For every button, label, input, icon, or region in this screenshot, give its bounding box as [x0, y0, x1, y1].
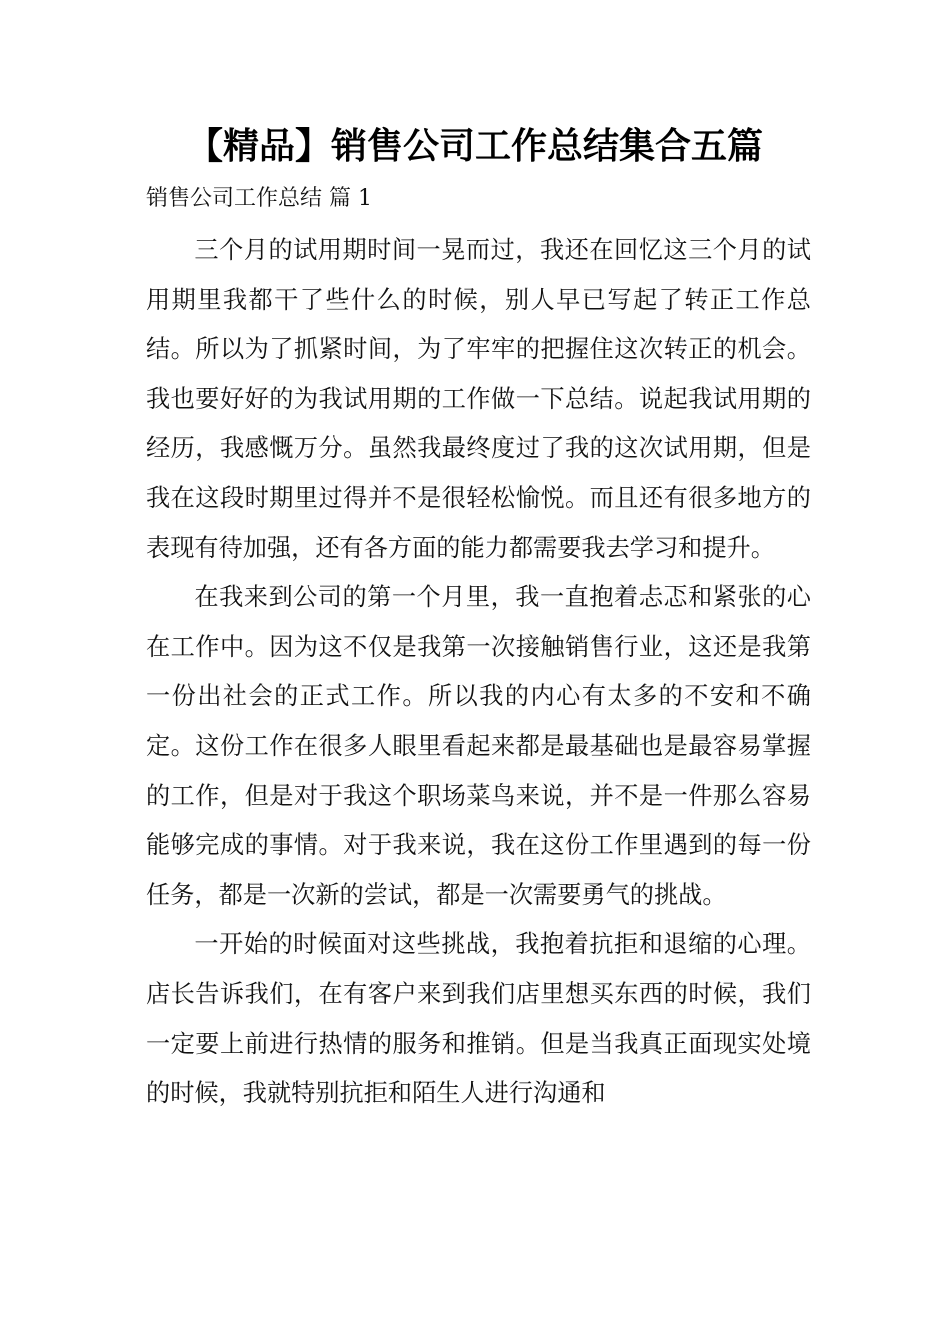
paragraph-3: 一开始的时候面对这些挑战，我抱着抗拒和退缩的心理。店长告诉我们，在有客户来到我们店里想买东西的时候，我们一定要上前进行热情的服务和推销。但是当我真正面现实处境的时候，我就特别抗拒和陌生人进行沟通和: [146, 930, 811, 1108]
section-heading: 销售公司工作总结 篇 1: [146, 186, 372, 211]
paragraph-2: 在我来到公司的第一个月里，我一直抱着忐忑和紧张的心在工作中。因为这不仅是我第一次接触销售行业，这还是我第一份出社会的正式工作。所以我的内心有太多的不安和不确定。这份工作在很多人眼里看起来都是最基础也是最容易掌握的工作，但是对于我这个职场菜鸟来说，并不是一件那么容易能够完成的事情。对于我来说，我在这份工作里遇到的每一份任务，都是一次新的尝试，都是一次需要勇气的挑战。: [146, 583, 811, 909]
document-body: [146, 226, 811, 1119]
paragraph-1: 三个月的试用期时间一晃而过，我还在回忆这三个月的试用期里我都干了些什么的时候，别人早已写起了转正工作总结。所以为了抓紧时间，为了牢牢的把握住这次转正的机会。我也要好好的为我试用期的工作做一下总结。说起我试用期的经历，我感慨万分。虽然我最终度过了我的这次试用期，但是我在这段时期里过得并不是很轻松愉悦。而且还有很多地方的表现有待加强，还有各方面的能力都需要我去学习和提升。: [146, 236, 811, 562]
document-title: 【精品】销售公司工作总结集合五篇: [186, 126, 763, 167]
